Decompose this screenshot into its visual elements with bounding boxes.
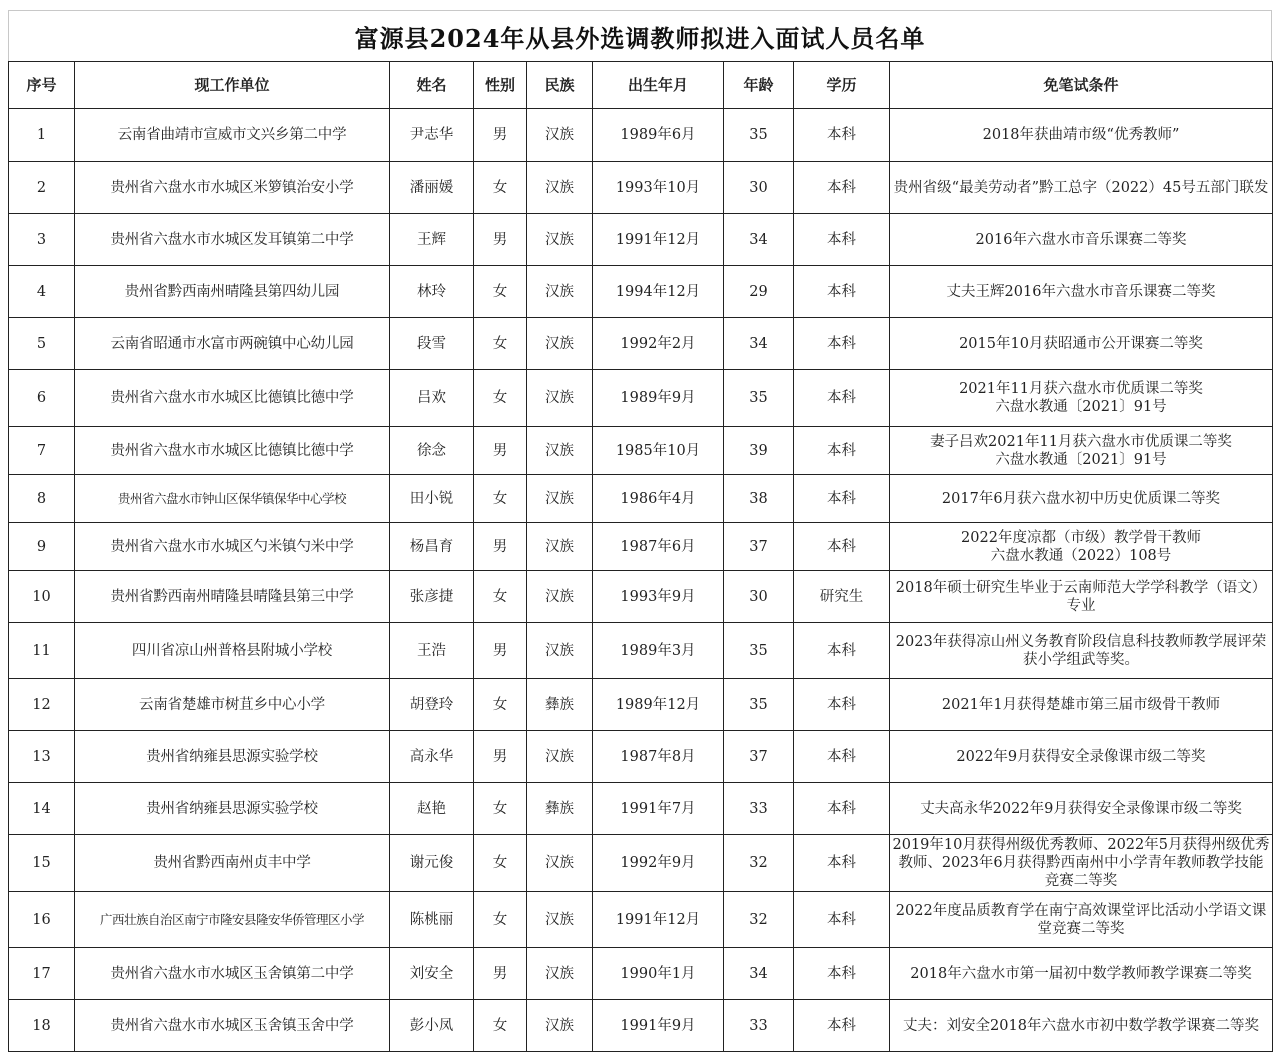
cell-ethnicity: 汉族 [527,948,593,1000]
cell-gender: 女 [474,571,527,623]
cell-birth: 1985年10月 [593,427,724,475]
cell-no: 12 [9,679,75,731]
header-exemption: 免笔试条件 [890,62,1273,109]
header-no: 序号 [9,62,75,109]
cell-gender: 女 [474,1000,527,1052]
table-row [9,427,1273,475]
cell-unit: 贵州省黔西南州晴隆县第四幼儿园 [75,266,390,318]
cell-birth: 1989年6月 [593,109,724,162]
cell-gender: 女 [474,475,527,523]
cell-age: 33 [724,1000,794,1052]
cell-education: 本科 [794,427,890,475]
table-body [9,109,1273,1052]
cell-birth: 1991年9月 [593,1000,724,1052]
cell-no: 5 [9,318,75,370]
cell-exemption: 丈夫高永华2022年9月获得安全录像课市级二等奖 [890,783,1273,835]
cell-unit: 四川省凉山州普格县附城小学校 [75,623,390,679]
cell-birth: 1989年12月 [593,679,724,731]
cell-no: 10 [9,571,75,623]
cell-unit: 广西壮族自治区南宁市隆安县隆安华侨管理区小学 [75,892,390,948]
cell-age: 35 [724,679,794,731]
cell-birth: 1987年6月 [593,523,724,571]
cell-ethnicity: 汉族 [527,731,593,783]
cell-ethnicity: 汉族 [527,370,593,427]
header-unit: 现工作单位 [75,62,390,109]
cell-no: 2 [9,162,75,214]
cell-ethnicity: 汉族 [527,571,593,623]
table-row [9,679,1273,731]
cell-birth: 1993年10月 [593,162,724,214]
cell-birth: 1986年4月 [593,475,724,523]
cell-education: 本科 [794,948,890,1000]
cell-name: 杨昌育 [390,523,474,571]
cell-birth: 1991年12月 [593,892,724,948]
table-row [9,162,1273,214]
cell-name: 胡登玲 [390,679,474,731]
cell-unit: 贵州省六盘水市水城区比德镇比德中学 [75,427,390,475]
cell-education: 本科 [794,523,890,571]
cell-age: 35 [724,109,794,162]
cell-ethnicity: 汉族 [527,623,593,679]
cell-no: 3 [9,214,75,266]
table-row [9,475,1273,523]
cell-gender: 女 [474,370,527,427]
cell-birth: 1992年2月 [593,318,724,370]
cell-gender: 男 [474,109,527,162]
cell-education: 本科 [794,1000,890,1052]
cell-exemption: 2021年1月获得楚雄市第三届市级骨干教师 [890,679,1273,731]
cell-unit: 贵州省六盘水市水城区米箩镇治安小学 [75,162,390,214]
cell-unit: 云南省楚雄市树苴乡中心小学 [75,679,390,731]
cell-name: 王辉 [390,214,474,266]
cell-exemption: 2018年硕士研究生毕业于云南师范大学学科教学（语文）专业 [890,571,1273,623]
table-row [9,948,1273,1000]
cell-no: 16 [9,892,75,948]
table-row [9,1000,1273,1052]
cell-unit: 贵州省六盘水市水城区玉舍镇玉舍中学 [75,1000,390,1052]
cell-age: 34 [724,948,794,1000]
roster-sheet [8,10,1272,1052]
cell-birth: 1990年1月 [593,948,724,1000]
cell-education: 本科 [794,623,890,679]
cell-gender: 女 [474,835,527,892]
cell-education: 本科 [794,835,890,892]
cell-name: 林玲 [390,266,474,318]
cell-exemption: 贵州省级“最美劳动者”黔工总字（2022）45号五部门联发 [890,162,1273,214]
cell-exemption: 2021年11月获六盘水市优质课二等奖 六盘水教通〔2021〕91号 [890,370,1273,427]
header-age: 年龄 [724,62,794,109]
cell-no: 18 [9,1000,75,1052]
cell-birth: 1989年9月 [593,370,724,427]
cell-education: 本科 [794,214,890,266]
cell-unit: 贵州省六盘水市水城区发耳镇第二中学 [75,214,390,266]
cell-education: 本科 [794,679,890,731]
cell-ethnicity: 彝族 [527,783,593,835]
cell-name: 张彦捷 [390,571,474,623]
cell-no: 7 [9,427,75,475]
cell-name: 王浩 [390,623,474,679]
cell-birth: 1989年3月 [593,623,724,679]
header-ethnicity: 民族 [527,62,593,109]
table-row [9,318,1273,370]
cell-age: 35 [724,370,794,427]
cell-age: 37 [724,523,794,571]
cell-exemption: 2017年6月获六盘水初中历史优质课二等奖 [890,475,1273,523]
cell-no: 17 [9,948,75,1000]
table-row [9,266,1273,318]
cell-name: 刘安全 [390,948,474,1000]
cell-name: 段雪 [390,318,474,370]
cell-name: 谢元俊 [390,835,474,892]
cell-name: 徐念 [390,427,474,475]
cell-gender: 男 [474,427,527,475]
cell-age: 30 [724,571,794,623]
cell-ethnicity: 汉族 [527,892,593,948]
cell-ethnicity: 汉族 [527,475,593,523]
cell-age: 32 [724,892,794,948]
cell-birth: 1994年12月 [593,266,724,318]
table-row [9,731,1273,783]
cell-exemption: 2016年六盘水市音乐课赛二等奖 [890,214,1273,266]
cell-gender: 女 [474,783,527,835]
cell-gender: 男 [474,523,527,571]
cell-birth: 1992年9月 [593,835,724,892]
cell-no: 4 [9,266,75,318]
cell-ethnicity: 汉族 [527,318,593,370]
cell-no: 15 [9,835,75,892]
cell-ethnicity: 汉族 [527,835,593,892]
cell-age: 29 [724,266,794,318]
cell-ethnicity: 汉族 [527,427,593,475]
cell-unit: 云南省曲靖市宣威市文兴乡第二中学 [75,109,390,162]
cell-age: 30 [724,162,794,214]
cell-unit: 贵州省六盘水市水城区比德镇比德中学 [75,370,390,427]
header-birth: 出生年月 [593,62,724,109]
cell-education: 本科 [794,731,890,783]
cell-no: 9 [9,523,75,571]
cell-age: 32 [724,835,794,892]
cell-birth: 1991年7月 [593,783,724,835]
table-row [9,571,1273,623]
cell-exemption: 丈夫：刘安全2018年六盘水市初中数学教学课赛二等奖 [890,1000,1273,1052]
cell-ethnicity: 汉族 [527,162,593,214]
cell-education: 本科 [794,783,890,835]
cell-exemption: 丈夫王辉2016年六盘水市音乐课赛二等奖 [890,266,1273,318]
table-row [9,523,1273,571]
cell-name: 吕欢 [390,370,474,427]
cell-unit: 贵州省六盘水市钟山区保华镇保华中心学校 [75,475,390,523]
cell-education: 本科 [794,318,890,370]
cell-exemption: 2022年度品质教育学在南宁高效课堂评比活动小学语文课堂竞赛二等奖 [890,892,1273,948]
cell-unit: 贵州省黔西南州贞丰中学 [75,835,390,892]
cell-age: 37 [724,731,794,783]
cell-exemption: 2018年六盘水市第一届初中数学教师教学课赛二等奖 [890,948,1273,1000]
cell-unit: 贵州省纳雍县思源实验学校 [75,783,390,835]
cell-birth: 1993年9月 [593,571,724,623]
cell-age: 34 [724,318,794,370]
header-gender: 性别 [474,62,527,109]
header-row [9,62,1273,109]
cell-birth: 1991年12月 [593,214,724,266]
cell-unit: 贵州省黔西南州晴隆县晴隆县第三中学 [75,571,390,623]
sheet-title: 富源县2024年从县外选调教师拟进入面试人员名单 [8,10,1272,61]
cell-ethnicity: 汉族 [527,266,593,318]
cell-birth: 1987年8月 [593,731,724,783]
cell-unit: 贵州省六盘水市水城区玉舍镇第二中学 [75,948,390,1000]
cell-unit: 云南省昭通市水富市两碗镇中心幼儿园 [75,318,390,370]
cell-education: 本科 [794,475,890,523]
table-row [9,214,1273,266]
cell-name: 潘丽媛 [390,162,474,214]
cell-education: 本科 [794,109,890,162]
cell-education: 本科 [794,266,890,318]
cell-gender: 男 [474,948,527,1000]
cell-gender: 女 [474,679,527,731]
table-row [9,109,1273,162]
table-row [9,783,1273,835]
cell-education: 本科 [794,162,890,214]
cell-name: 陈桃丽 [390,892,474,948]
cell-ethnicity: 汉族 [527,523,593,571]
cell-name: 彭小凤 [390,1000,474,1052]
cell-name: 尹志华 [390,109,474,162]
cell-name: 赵艳 [390,783,474,835]
cell-no: 6 [9,370,75,427]
cell-education: 本科 [794,892,890,948]
cell-no: 1 [9,109,75,162]
cell-ethnicity: 彝族 [527,679,593,731]
cell-exemption: 2018年获曲靖市级“优秀教师” [890,109,1273,162]
cell-name: 高永华 [390,731,474,783]
cell-age: 33 [724,783,794,835]
table-row [9,370,1273,427]
header-name: 姓名 [390,62,474,109]
cell-unit: 贵州省六盘水市水城区勺米镇勺米中学 [75,523,390,571]
table-row [9,623,1273,679]
cell-exemption: 2022年9月获得安全录像课市级二等奖 [890,731,1273,783]
cell-age: 35 [724,623,794,679]
cell-age: 34 [724,214,794,266]
cell-no: 8 [9,475,75,523]
cell-gender: 女 [474,266,527,318]
cell-no: 14 [9,783,75,835]
cell-age: 38 [724,475,794,523]
cell-exemption: 2015年10月获昭通市公开课赛二等奖 [890,318,1273,370]
candidate-table [8,61,1273,1052]
cell-gender: 男 [474,623,527,679]
cell-exemption: 2023年获得凉山州义务教育阶段信息科技教师教学展评荣获小学组武等奖。 [890,623,1273,679]
cell-ethnicity: 汉族 [527,1000,593,1052]
table-row [9,835,1273,892]
header-education: 学历 [794,62,890,109]
cell-ethnicity: 汉族 [527,109,593,162]
cell-gender: 女 [474,318,527,370]
cell-education: 本科 [794,370,890,427]
cell-ethnicity: 汉族 [527,214,593,266]
cell-exemption: 2022年度凉都（市级）教学骨干教师 六盘水教通（2022）108号 [890,523,1273,571]
cell-no: 11 [9,623,75,679]
table-row [9,892,1273,948]
cell-gender: 男 [474,214,527,266]
cell-name: 田小锐 [390,475,474,523]
cell-exemption: 2019年10月获得州级优秀教师、2022年5月获得州级优秀教师、2023年6月获得黔西南州中小学青年教师教学技能竞赛二等奖 [890,835,1273,892]
cell-gender: 男 [474,731,527,783]
cell-education: 研究生 [794,571,890,623]
cell-unit: 贵州省纳雍县思源实验学校 [75,731,390,783]
cell-no: 13 [9,731,75,783]
cell-age: 39 [724,427,794,475]
cell-gender: 女 [474,892,527,948]
cell-gender: 女 [474,162,527,214]
cell-exemption: 妻子吕欢2021年11月获六盘水市优质课二等奖 六盘水教通〔2021〕91号 [890,427,1273,475]
